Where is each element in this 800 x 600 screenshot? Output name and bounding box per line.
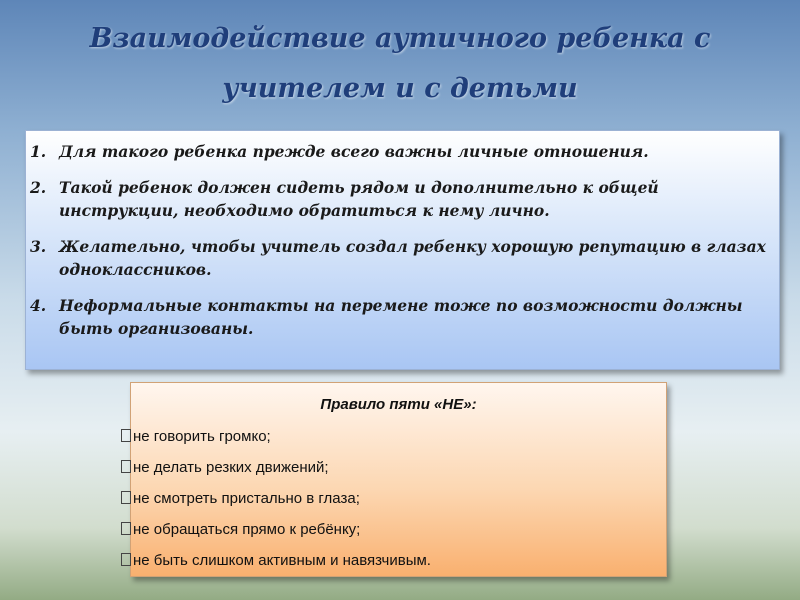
rule-item bbox=[121, 428, 431, 459]
list-item bbox=[30, 140, 769, 163]
numbered-list bbox=[30, 140, 769, 340]
rule-item bbox=[121, 552, 431, 583]
list-item-text: Для такого ребенка прежде всего важны личные отношения. bbox=[59, 142, 649, 161]
checkbox-bullet-icon bbox=[121, 429, 131, 442]
list-item bbox=[30, 176, 769, 222]
list-item-text: Такой ребенок должен сидеть рядом и дополнительно к общей инструкции, необходимо обратиться к нему лично. bbox=[59, 178, 659, 220]
rule-item bbox=[121, 490, 431, 521]
list-item bbox=[30, 294, 769, 340]
rule-item bbox=[121, 459, 431, 490]
rule-text: не быть слишком активным и навязчивым. bbox=[133, 552, 431, 569]
list-item bbox=[30, 235, 769, 281]
checkbox-bullet-icon bbox=[121, 460, 131, 473]
rules-list bbox=[121, 428, 431, 583]
rule-text: не делать резких движений; bbox=[133, 459, 329, 476]
checkbox-bullet-icon bbox=[121, 553, 131, 566]
rule-item bbox=[121, 521, 431, 552]
list-item-text: Желательно, чтобы учитель создал ребенку хорошую репутацию в глазах одноклассников. bbox=[59, 237, 766, 279]
rule-text: не смотреть пристально в глаза; bbox=[133, 490, 360, 507]
list-item-number: 4. bbox=[30, 296, 47, 315]
list-item-number: 2. bbox=[30, 178, 47, 197]
list-item-number: 3. bbox=[30, 237, 47, 256]
slide-title-line-1: Взаимодействие аутичного ребенка с bbox=[89, 23, 711, 54]
rule-text: не обращаться прямо к ребёнку; bbox=[133, 521, 361, 538]
checkbox-bullet-icon bbox=[121, 522, 131, 535]
slide-title-line-2: учителем и с детьми bbox=[222, 73, 578, 104]
slide-title bbox=[0, 14, 800, 114]
checkbox-bullet-icon bbox=[121, 491, 131, 504]
rule-text: не говорить громко; bbox=[133, 428, 271, 445]
numbered-list-panel bbox=[25, 130, 780, 370]
list-item-number: 1. bbox=[30, 142, 47, 161]
rules-title: Правило пяти «НЕ»: bbox=[320, 396, 477, 413]
rules-panel bbox=[130, 382, 667, 577]
list-item-text: Неформальные контакты на перемене тоже по возможности должны быть организованы. bbox=[59, 296, 743, 338]
